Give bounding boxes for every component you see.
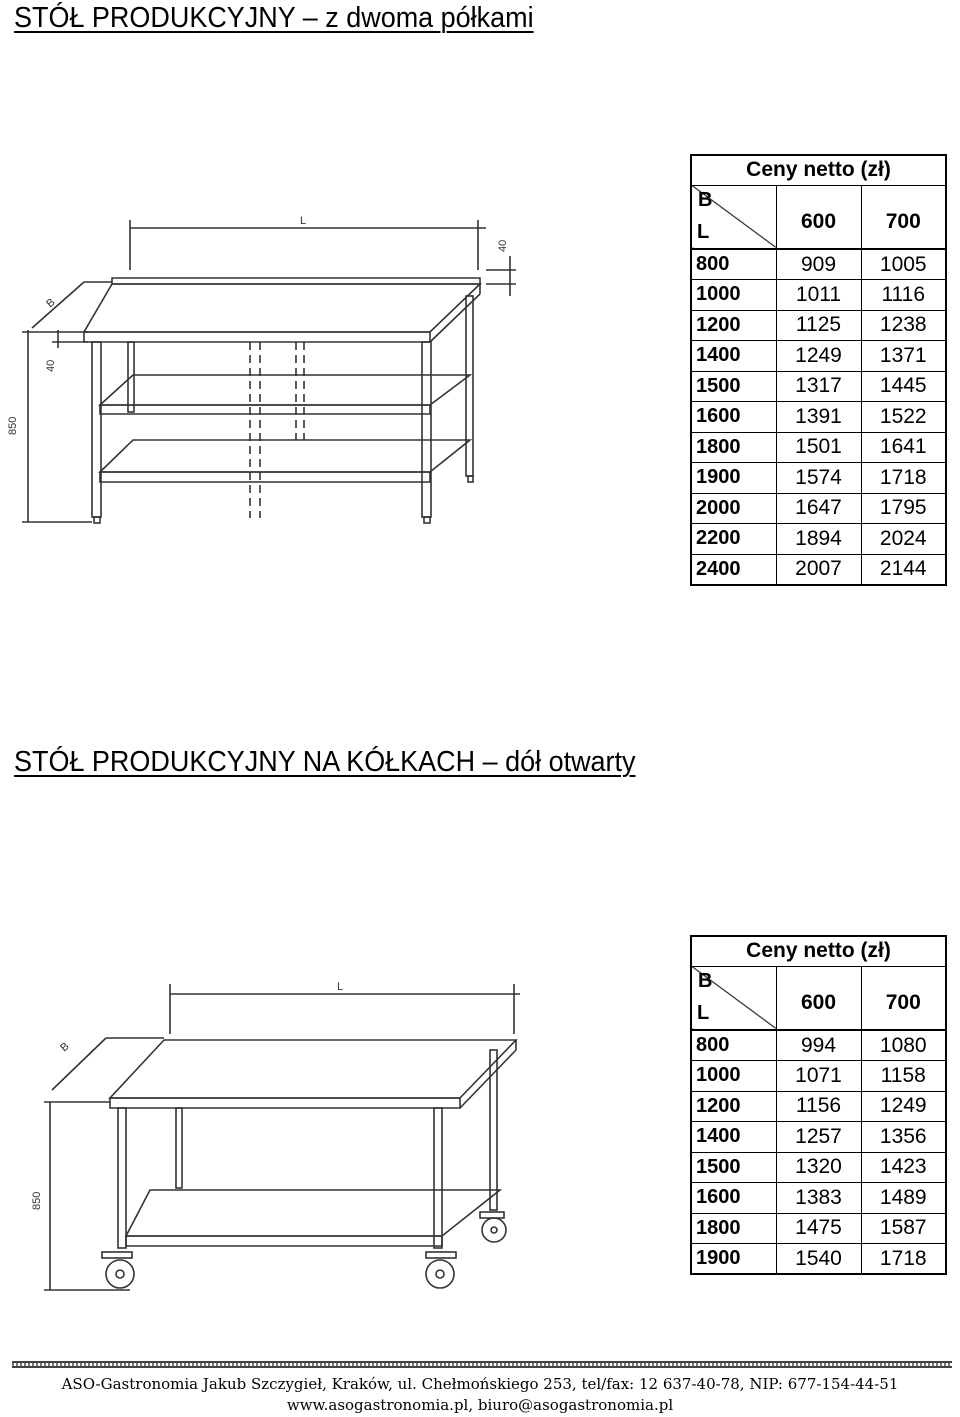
price-700: 1445 (861, 371, 946, 402)
table-row (691, 1122, 946, 1153)
corner-width-label: B (698, 969, 713, 992)
row-length: 1800 (691, 432, 776, 463)
price-600: 2007 (776, 554, 861, 585)
column-header-700: 700 (861, 185, 946, 249)
price-600: 1383 (776, 1183, 861, 1214)
price-600: 1501 (776, 432, 861, 463)
price-700: 1718 (861, 1244, 946, 1275)
table-row (691, 402, 946, 433)
table-row (691, 310, 946, 341)
price-600: 1156 (776, 1091, 861, 1122)
table-row (691, 1061, 946, 1092)
price-table-on-wheels (690, 935, 947, 1275)
row-length: 1800 (691, 1213, 776, 1244)
dim-depth-label: B (58, 1040, 72, 1055)
price-700: 1587 (861, 1213, 946, 1244)
table-row (691, 432, 946, 463)
table-row (691, 1213, 946, 1244)
dim-length-label: L (337, 981, 344, 993)
corner-length-label: L (697, 1002, 710, 1024)
price-700: 1641 (861, 432, 946, 463)
price-600: 1391 (776, 402, 861, 433)
row-length: 1200 (691, 310, 776, 341)
table-row (691, 1152, 946, 1183)
price-700: 1371 (861, 341, 946, 372)
table-row (691, 1091, 946, 1122)
footer-company-info: ASO-Gastronomia Jakub Szczygieł, Kraków, ul. Chełmońskiego 253, tel/fax: 12 637-40-78, NIP: 677-154-44-51 (61, 1375, 899, 1393)
footer-divider (12, 1361, 952, 1368)
row-length: 1500 (691, 371, 776, 402)
table-row (691, 1244, 946, 1275)
row-length: 1600 (691, 1183, 776, 1214)
price-700: 1238 (861, 310, 946, 341)
table-row (691, 371, 946, 402)
price-700: 1522 (861, 402, 946, 433)
price-600: 1249 (776, 341, 861, 372)
table-row (691, 249, 946, 280)
dim-height-label: 850 (7, 416, 19, 435)
corner-length-label: L (697, 221, 710, 243)
column-header-600: 600 (776, 966, 861, 1030)
table-row (691, 463, 946, 494)
dim-depth-label: B (44, 296, 58, 311)
price-700: 1080 (861, 1030, 946, 1061)
price-600: 1540 (776, 1244, 861, 1275)
price-700: 1718 (861, 463, 946, 494)
price-600: 909 (776, 249, 861, 280)
price-600: 1257 (776, 1122, 861, 1153)
price-700: 1249 (861, 1091, 946, 1122)
price-600: 1125 (776, 310, 861, 341)
price-600: 1647 (776, 493, 861, 524)
price-700: 1116 (861, 280, 946, 311)
table-row (691, 1183, 946, 1214)
section1-title: STÓŁ PRODUKCYJNY – z dwoma półkami (14, 2, 534, 34)
dim-edge-label: 40 (45, 359, 57, 372)
table-caption: Ceny netto (zł) (691, 155, 946, 185)
corner-width-label: B (698, 188, 713, 211)
row-length: 1200 (691, 1091, 776, 1122)
table-caption: Ceny netto (zł) (691, 936, 946, 966)
row-length: 2200 (691, 524, 776, 555)
price-600: 1071 (776, 1061, 861, 1092)
price-600: 994 (776, 1030, 861, 1061)
table-on-wheels-drawing (30, 968, 530, 1308)
price-600: 1894 (776, 524, 861, 555)
price-600: 1320 (776, 1152, 861, 1183)
price-700: 1795 (861, 493, 946, 524)
section2-title: STÓŁ PRODUKCYJNY NA KÓŁKACH – dół otwarty (14, 746, 636, 778)
price-700: 2144 (861, 554, 946, 585)
price-600: 1475 (776, 1213, 861, 1244)
price-700: 1489 (861, 1183, 946, 1214)
dim-height-label: 850 (31, 1191, 43, 1210)
table-row (691, 341, 946, 372)
price-700: 1005 (861, 249, 946, 280)
price-700: 1158 (861, 1061, 946, 1092)
price-700: 2024 (861, 524, 946, 555)
row-length: 1000 (691, 1061, 776, 1092)
price-table-two-shelves (690, 154, 947, 586)
row-length: 800 (691, 1030, 776, 1061)
dim-length-label: L (300, 215, 307, 227)
row-length: 2400 (691, 554, 776, 585)
column-header-600: 600 (776, 185, 861, 249)
dim-gap-label: 40 (497, 239, 509, 252)
row-length: 1900 (691, 463, 776, 494)
column-header-700: 700 (861, 966, 946, 1030)
row-length: 1500 (691, 1152, 776, 1183)
table-with-two-shelves-drawing (7, 200, 509, 530)
table-row (691, 524, 946, 555)
table-row (691, 280, 946, 311)
row-length: 800 (691, 249, 776, 280)
row-length: 1900 (691, 1244, 776, 1275)
price-700: 1356 (861, 1122, 946, 1153)
corner-header (691, 966, 776, 1030)
corner-header (691, 185, 776, 249)
table-row (691, 554, 946, 585)
footer-contact: www.asogastronomia.pl, biuro@asogastronomia.pl (286, 1396, 674, 1414)
row-length: 1000 (691, 280, 776, 311)
price-700: 1423 (861, 1152, 946, 1183)
price-600: 1317 (776, 371, 861, 402)
table-row (691, 1030, 946, 1061)
price-600: 1011 (776, 280, 861, 311)
price-600: 1574 (776, 463, 861, 494)
row-length: 2000 (691, 493, 776, 524)
table-row (691, 493, 946, 524)
row-length: 1600 (691, 402, 776, 433)
row-length: 1400 (691, 341, 776, 372)
row-length: 1400 (691, 1122, 776, 1153)
